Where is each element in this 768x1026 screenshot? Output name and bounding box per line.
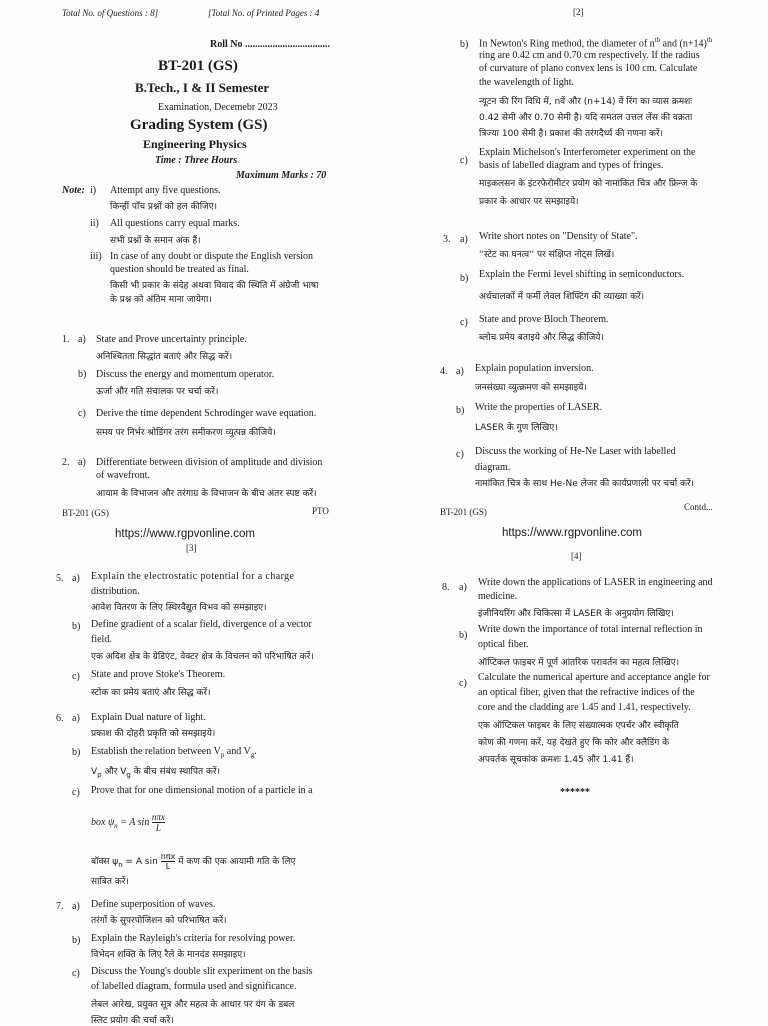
question-text-hindi: $V_p$ और $V_g$ के बीच संबंध स्थापित करें। (91, 767, 220, 779)
part-label: c) (460, 317, 468, 328)
question-text: Explain population inversion. (475, 363, 594, 374)
question-text-hindi: ऊर्जा और गति संचालक पर चर्चा करें। (96, 387, 219, 397)
question-text: the wavelength of light. (479, 77, 574, 88)
part-label: a) (78, 457, 86, 468)
question-number: 7. (56, 901, 64, 912)
question-text-hindi: एक ऑप्टिकल फाइबर के लिए संख्यात्मक एपर्चर और स्वीकृति (478, 721, 679, 731)
question-text-hindi: जनसंख्या व्युत्क्रमण को समझाइये। (475, 383, 587, 393)
part-label: a) (78, 334, 86, 345)
equation: box $\psi_n = A$ sin nπx L (91, 812, 165, 833)
question-text: Define superposition of waves. (91, 899, 216, 910)
course-title: B.Tech., I & II Semester (135, 80, 270, 95)
part-label: a) (72, 573, 80, 584)
part-label: b) (460, 39, 469, 50)
part-label: c) (459, 678, 467, 689)
part-label: c) (72, 968, 80, 979)
question-text-hindi: लेबल आरेख, प्रयुक्त सूत्र और महत्व के आधार पर यंग के डबल (91, 1000, 295, 1010)
question-text: Explain the Rayleigh's criteria for resolving power. (91, 933, 296, 944)
part-label: c) (78, 408, 86, 419)
question-text-hindi: विभेदन शक्ति के लिए रैले के मानदंड समझाइए। (91, 950, 246, 960)
question-text: medicine. (478, 591, 518, 602)
part-label: a) (459, 582, 467, 593)
question-text-hindi: एक अदिश क्षेत्र के ग्रेडिएंट, वेक्टर क्षेत्र के विचलन को परिभाषित करें। (91, 652, 314, 662)
question-text-hindi: स्टोक का प्रमेय बताएं और सिद्ध करें। (91, 688, 211, 698)
question-text-hindi: आयाम के विभाजन और तरंगाग्र के विभाजन के बीच अंतर स्पष्ट करें। (96, 489, 317, 499)
question-text: Explain the electrostatic potential for a charge (91, 571, 295, 582)
question-text: optical fiber. (478, 639, 529, 650)
question-text-hindi: समय पर निर्भर श्रोडिंगर तरंग समीकरण व्युत्पन्न कीजिये। (96, 428, 276, 438)
question-text: State and Prove uncertainty principle. (96, 334, 247, 345)
website-url[interactable]: https://www.rgpvonline.com (115, 528, 255, 540)
question-text: an optical fiber, given that the refractive indices of the (478, 687, 695, 698)
note-text-hindi: किसी भी प्रकार के संदेह अथवा विवाद की स्थिति में अंग्रेजी भाषा (110, 281, 319, 291)
question-text-hindi: इंजीनियरिंग और चिकित्सा में LASER के अनुप्रयोग लिखिए। (478, 609, 674, 619)
note-text-hindi: के प्रश्न को अंतिम माना जायेगा। (110, 295, 212, 305)
part-label: b) (459, 630, 468, 641)
question-text: ring are 0.42 cm and 0.70 cm respectively. If the radius (479, 50, 700, 61)
part-label: b) (72, 935, 81, 946)
question-text: Establish the relation between $V_p$ and $V_g$. (91, 746, 257, 759)
question-text-hindi: आवेश वितरण के लिए स्थिरवैद्युत विभव को समझाइए। (91, 603, 267, 613)
question-number: 2. (62, 457, 70, 468)
question-text-hindi: अपवर्तक सूचकांक क्रमशः 1.45 और 1.41 हैं। (478, 755, 634, 765)
part-label: b) (78, 369, 87, 380)
question-text: Derive the time dependent Schrodinger wave equation. (96, 408, 317, 419)
page-number: [4] (571, 551, 582, 561)
question-number: 5. (56, 573, 64, 584)
question-text: Write short notes on "Density of State". (479, 231, 638, 242)
paper-code: BT-201 (GS) (158, 58, 238, 74)
footer-contd: Contd... (684, 502, 713, 512)
roll-no-label: Roll No .................................. (210, 39, 330, 50)
question-number: 8. (442, 582, 450, 593)
page-number: [2] (573, 7, 584, 17)
end-marker: ****** (560, 787, 590, 798)
part-label: b) (460, 273, 469, 284)
subject-title: Engineering Physics (143, 137, 247, 151)
question-text-hindi: ब्लोच प्रमेय बताइये और सिद्ध कीजिये। (479, 333, 604, 343)
question-text-hindi: कोण की गणना करें, यह देखते हुए कि कोर और क्लैडिंग के (478, 738, 670, 748)
question-text: In Newton's Ring method, the diameter of $n^{th}$ and $(n+14)^{th}$ (479, 36, 713, 50)
part-label: b) (72, 747, 81, 758)
question-text: of labelled diagram, formula used and significance. (91, 981, 297, 992)
website-url[interactable]: https://www.rgpvonline.com (502, 527, 642, 539)
question-text: Calculate the numerical aperture and acceptance angle for (478, 672, 710, 683)
note-number: i) (90, 185, 97, 196)
note-text: question should be treated as final. (110, 264, 249, 275)
question-text-hindi: प्रकार के आधार पर समझाइये। (479, 197, 579, 207)
question-text: Write down the applications of LASER in engineering and (478, 577, 713, 588)
question-text-hindi: साबित करें। (91, 877, 129, 887)
question-text-hindi: 0.42 सेमी और 0.70 सेमी है। यदि समतल उत्तल लेंस की वक्रता (479, 113, 693, 123)
question-text-hindi: नामांकित चित्र के साथ He-Ne लेजर की कार्यप्रणाली पर चर्चा करें। (475, 479, 695, 489)
part-label: c) (72, 787, 80, 798)
note-text: Attempt any five questions. (110, 185, 221, 196)
question-text: Discuss the Young's double slit experiment on the basis (91, 966, 313, 977)
question-text-hindi: अनिश्चितता सिद्धांत बताएं और सिद्ध करें। (96, 352, 233, 362)
time-label: Time : Three Hours (155, 155, 238, 166)
question-text: Discuss the working of He-Ne Laser with labelled (475, 446, 676, 457)
question-text-hindi: ऑप्टिकल फाइबर में पूर्ण आंतरिक परावर्तन का महत्व लिखिए। (478, 658, 680, 668)
question-text: basis of labelled diagram and types of fringes. (479, 160, 664, 171)
footer-pto: PTO (312, 506, 329, 516)
question-text: State and prove Stoke's Theorem. (91, 669, 226, 680)
max-marks: Maximum Marks : 70 (236, 170, 327, 181)
part-label: a) (456, 366, 464, 377)
question-text: Explain Michelson's Interferometer experiment on the (479, 147, 696, 158)
note-label: Note: (62, 185, 85, 196)
question-text-hindi: माइकलसन के इंटरफेरोमीटर प्रयोग को नामांकित चित्र और फ्रिन्ज के (479, 179, 698, 189)
part-label: a) (72, 713, 80, 724)
part-label: b) (72, 621, 81, 632)
question-text-hindi: बॉक्स $\psi_n = A$ sin nπx L में कण की एक आयामी गति के लिए (91, 852, 296, 871)
part-label: c) (456, 449, 464, 460)
question-text-hindi: प्रकाश की दोहरी प्रकृति को समझाइये। (91, 729, 216, 739)
footer-code: BT-201 (GS) (440, 507, 487, 517)
question-text: field. (91, 634, 112, 645)
note-text: All questions carry equal marks. (110, 218, 240, 229)
question-text-hindi: न्यूटन की रिंग विधि में, nवें और (n+14) वें रिंग का व्यास क्रमशः (479, 97, 693, 107)
part-label: c) (460, 155, 468, 166)
part-label: a) (460, 234, 468, 245)
part-label: a) (72, 901, 80, 912)
question-number: 4. (440, 366, 448, 377)
question-text: distribution. (91, 586, 140, 597)
question-text: of wavefront. (96, 470, 150, 481)
question-number: 3. (443, 234, 451, 245)
exam-session: Examination, Decemebr 2023 (158, 102, 278, 113)
question-text: Prove that for one dimensional motion of a particle in a (91, 785, 313, 796)
question-number: 1. (62, 334, 70, 345)
part-label: c) (72, 671, 80, 682)
question-text-hindi: अर्धचालकों में फर्मी लेवल शिफ्टिंग की व्याख्या करें। (479, 292, 645, 302)
grading-system-title: Grading System (GS) (130, 117, 268, 133)
question-text: Explain Dual nature of light. (91, 712, 206, 723)
question-text: core and the cladding are 1.45 and 1.41, respectively. (478, 702, 691, 713)
question-number: 6. (56, 713, 64, 724)
question-text: Write down the importance of total internal reflection in (478, 624, 703, 635)
question-text: Define gradient of a scalar field, divergence of a vector (91, 619, 312, 630)
question-text: Explain the Fermi level shifting in semiconductors. (479, 269, 685, 280)
total-pages: [Total No. of Printed Pages : 4 (208, 8, 320, 18)
question-text-hindi: त्रिज्या 100 सेमी है। प्रकाश की तरंगदैर्ध्य की गणना करें। (479, 129, 664, 139)
question-text-hindi: ''स्टेट का घनत्व'' पर संक्षिप्त नोट्स लिखें। (479, 250, 615, 260)
note-text: In case of any doubt or dispute the English version (110, 251, 314, 262)
footer-code: BT-201 (GS) (62, 508, 109, 518)
question-text: of curvature of plano convex lens is 100 cm. Calculate (479, 63, 698, 74)
total-questions: Total No. of Questions : 8] (62, 8, 159, 18)
question-text-hindi: तरंगों के सुपरपोजिशन को परिभाषित करें। (91, 916, 227, 926)
note-number: ii) (90, 218, 99, 229)
part-label: b) (456, 405, 465, 416)
question-text-hindi: LASER के गुण लिखिए। (475, 423, 558, 433)
note-text-hindi: किन्हीं पाँच प्रश्नों को हल कीजिए। (110, 202, 218, 212)
question-text: State and prove Bloch Theorem. (479, 314, 609, 325)
note-number: iii) (90, 251, 102, 262)
question-text: Differentiate between division of amplitude and division (96, 457, 323, 468)
question-text-hindi: स्लिट प्रयोग की चर्चा करें। (91, 1016, 174, 1026)
note-text-hindi: सभी प्रश्नों के समान अंक हैं। (110, 236, 201, 246)
page-number: [3] (186, 543, 197, 553)
question-text: Discuss the energy and momentum operator. (96, 369, 275, 380)
question-text: Write the properties of LASER. (475, 402, 603, 413)
question-text: diagram. (475, 462, 511, 473)
